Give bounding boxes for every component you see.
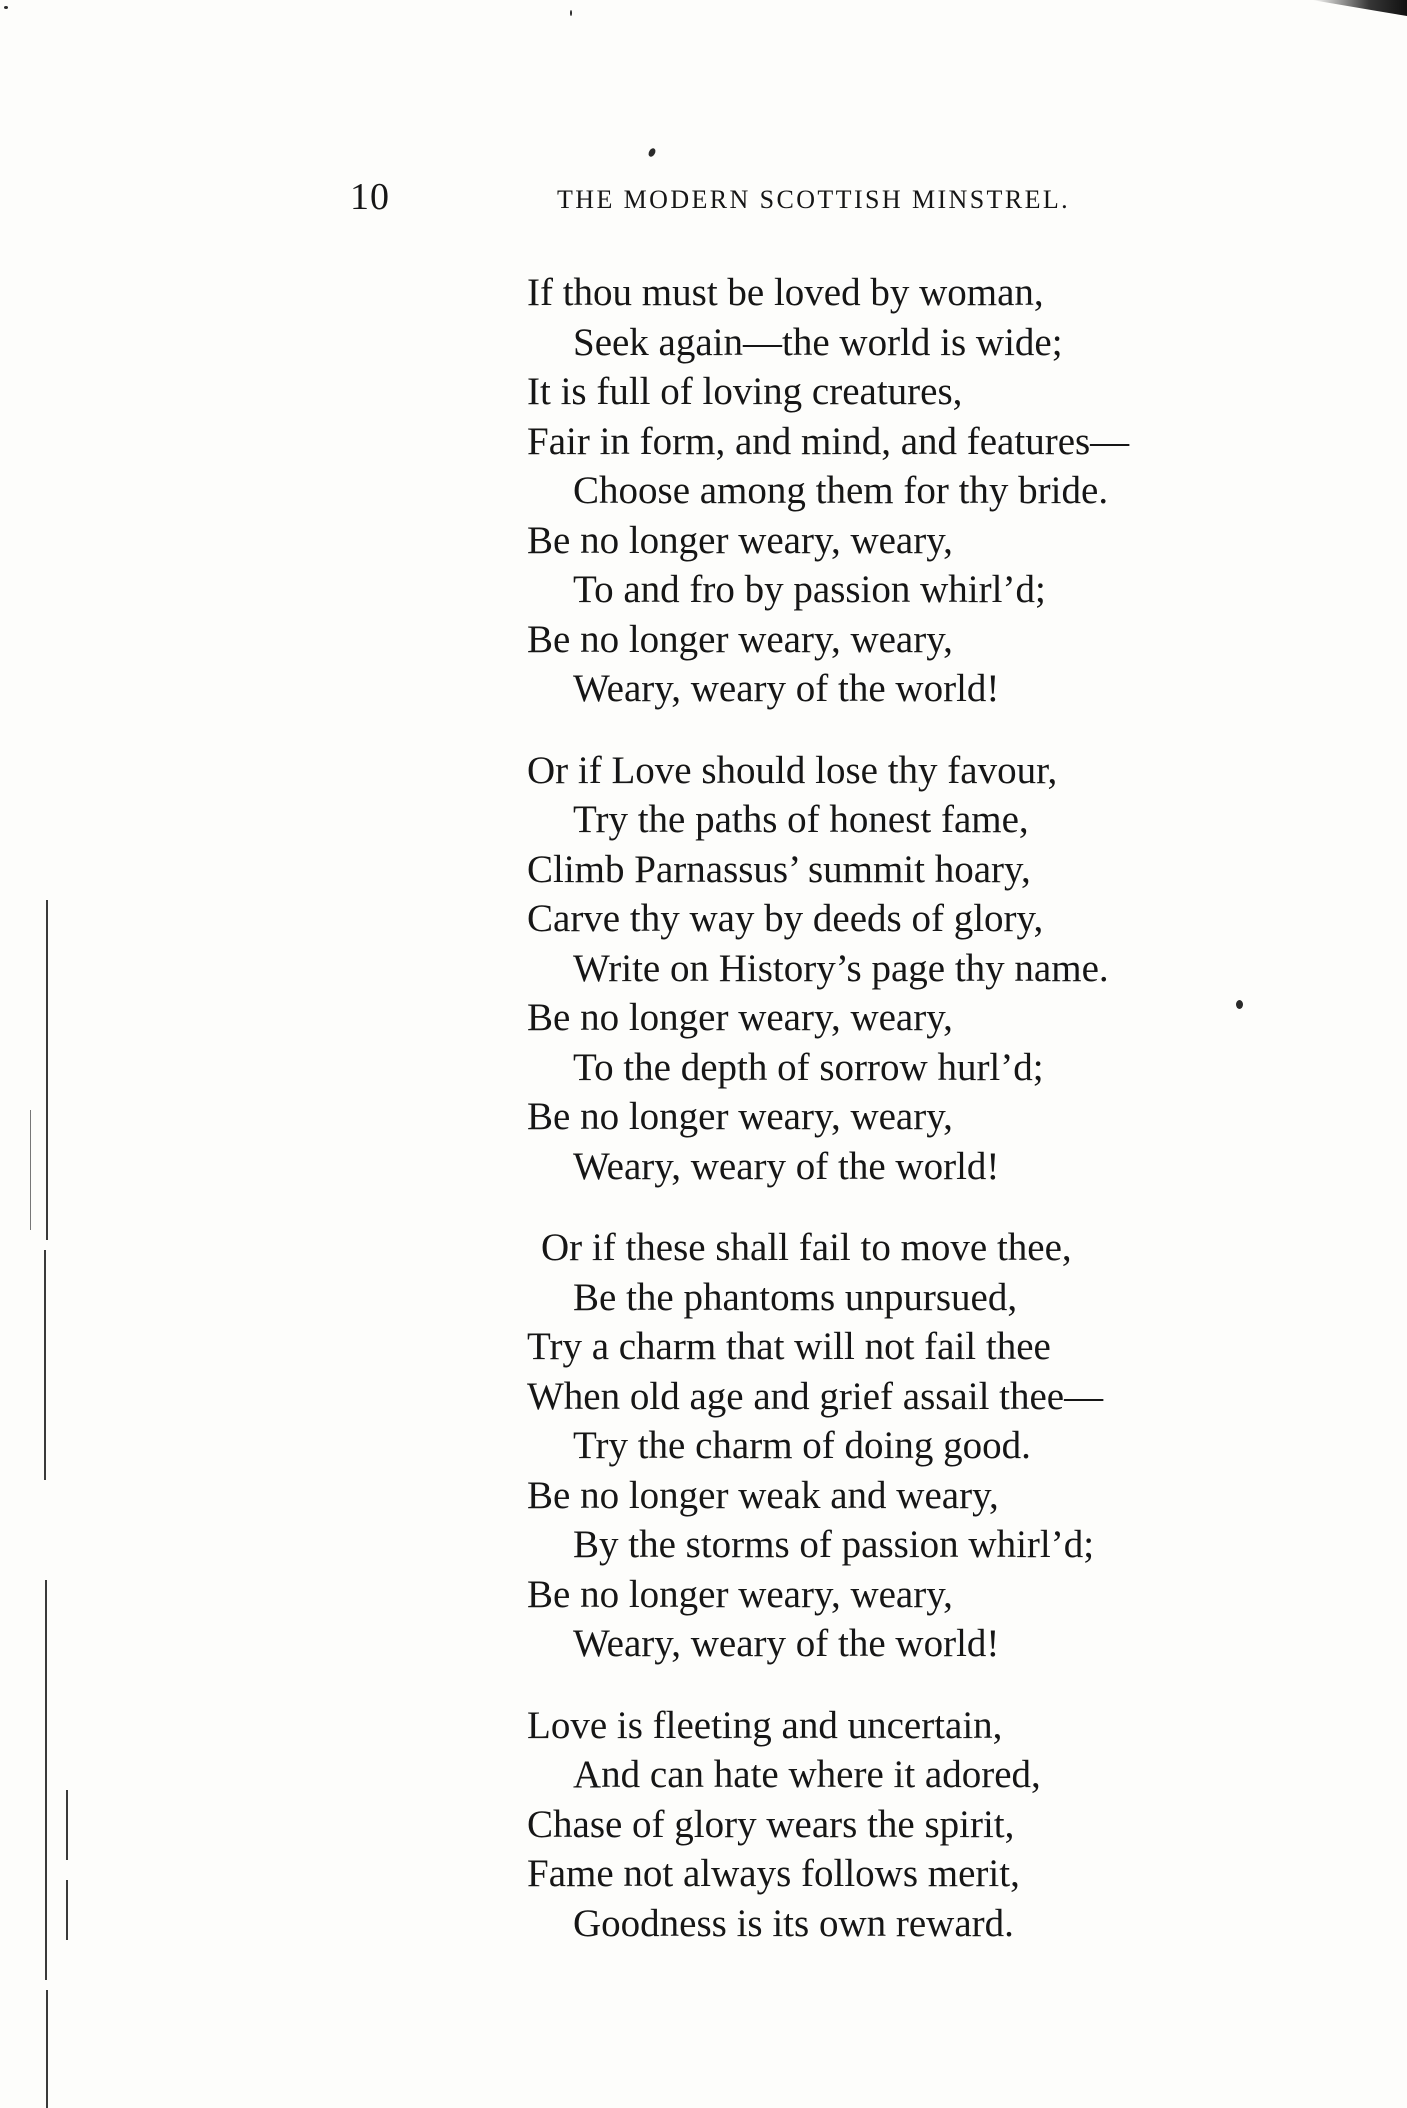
ink-speck [4, 6, 8, 9]
poem-line: Seek again—the world is wide; [573, 320, 1063, 364]
gutter-rule [66, 1790, 68, 1860]
poem-line: Fame not always follows merit, [527, 1852, 1020, 1895]
gutter-rule [30, 1110, 31, 1230]
poem-line: By the storms of passion whirl’d; [573, 1523, 1095, 1566]
ink-speck [570, 10, 572, 16]
poem-line: Be no longer weary, weary, [527, 617, 953, 661]
poem-line: Carve thy way by deeds of glory, [527, 897, 1044, 940]
poem-line: Love is fleeting and uncertain, [527, 1703, 1003, 1747]
poem-line: Try a charm that will not fail thee [527, 1325, 1051, 1368]
poem-line: Be no longer weary, weary, [527, 518, 953, 562]
poem-line: Choose among them for thy bride. [573, 469, 1109, 512]
poem-line: Goodness is its own reward. [573, 1901, 1014, 1945]
poem-line: Chase of glory wears the spirit, [527, 1802, 1015, 1846]
poem-line: Be no longer weak and weary, [527, 1473, 999, 1517]
poem-line: Be the phantoms unpursued, [573, 1275, 1018, 1319]
poem-line: Try the paths of honest fame, [573, 798, 1029, 841]
poem-line: Weary, weary of the world! [573, 667, 1000, 710]
stanza [527, 268, 1247, 714]
poem-line: It is full of loving creatures, [527, 370, 963, 413]
stanza [527, 1223, 1247, 1669]
poem-line: Weary, weary of the world! [573, 1144, 1000, 1188]
scan-corner-mark [1312, 0, 1407, 16]
poem-line: Be no longer weary, weary, [527, 1572, 953, 1616]
gutter-rule [44, 1250, 46, 1480]
poem-line: And can hate where it adored, [573, 1753, 1041, 1796]
stanza [527, 1701, 1247, 1949]
gutter-rule [46, 900, 48, 1240]
poem-line: Fair in form, and mind, and features— [527, 419, 1130, 463]
running-title: THE MODERN SCOTTISH MINSTREL. [557, 185, 1071, 214]
poem-line: When old age and grief assail thee— [527, 1374, 1104, 1418]
poem-line: Or if Love should lose thy favour, [527, 748, 1058, 792]
binding-gutter [0, 0, 90, 2108]
poem-line: Be no longer weary, weary, [527, 996, 953, 1039]
poem-line: Weary, weary of the world! [573, 1622, 1000, 1665]
page-header [0, 172, 1407, 222]
stanza [527, 746, 1247, 1192]
ink-speck [647, 147, 657, 158]
poem-body [527, 268, 1247, 1980]
poem-line: Try the charm of doing good. [573, 1424, 1031, 1467]
poem-line: Write on History’s page thy name. [573, 946, 1109, 990]
poem-line: To and fro by passion whirl’d; [573, 568, 1046, 611]
gutter-rule [66, 1880, 68, 1940]
poem-line: Or if these shall fail to move thee, [541, 1226, 1072, 1269]
page-number: 10 [350, 176, 390, 218]
poem-line: If thou must be loved by woman, [527, 271, 1044, 314]
gutter-rule [46, 1990, 48, 2108]
poem-line: To the depth of sorrow hurl’d; [573, 1045, 1044, 1089]
poem-line: Climb Parnassus’ summit hoary, [527, 847, 1031, 891]
gutter-rule [45, 1580, 47, 1980]
poem-line: Be no longer weary, weary, [527, 1095, 953, 1138]
